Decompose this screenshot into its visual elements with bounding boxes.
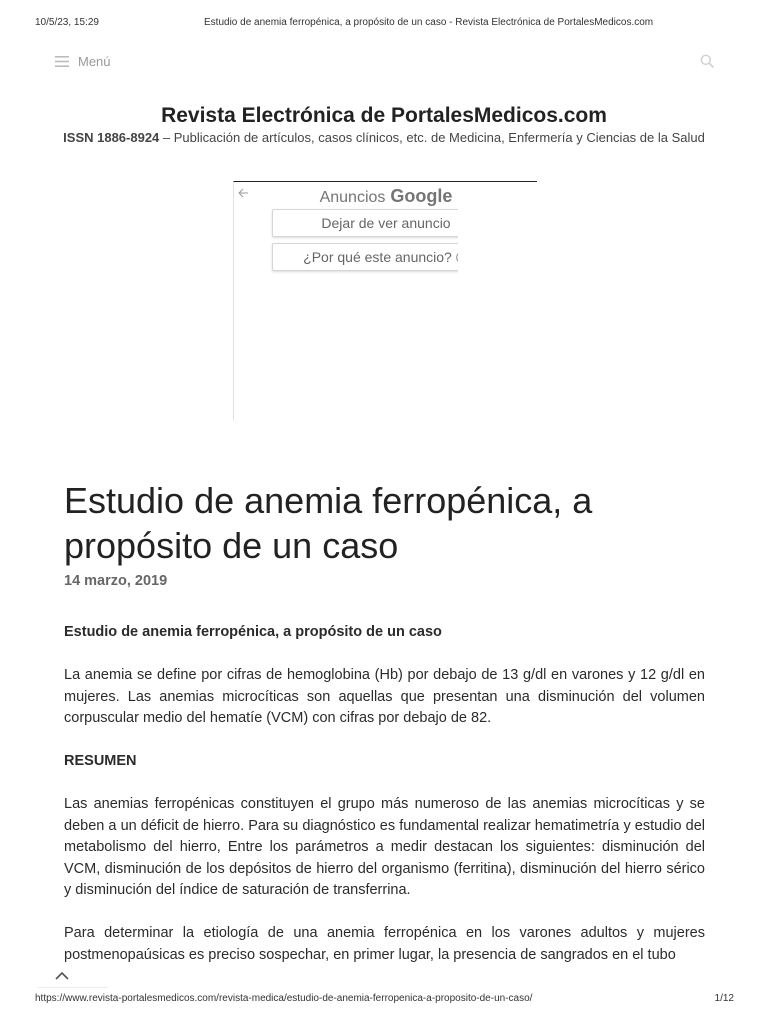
- why-ad-label: ¿Por qué este anuncio?: [303, 249, 452, 265]
- article-paragraph: Las anemias ferropénicas constituyen el grupo más numeroso de las anemias microcíticas y se deben a un déficit de hierro. Para su diagnóstico es fundamental realizar hematimetría y estudio del metabolismo del hierro, Entre los parámetros a medir destacan los siguientes: disminución del VCM, disminución de los depósitos de hierro del organismo (ferritina), disminución del hierro sérico y disminución del índice de saturación de transferrina.: [64, 796, 705, 898]
- hamburger-icon: [55, 56, 69, 67]
- site-tagline: [54, 128, 714, 147]
- ad-header-brand: Google: [390, 186, 453, 206]
- issn-number: ISSN 1886-8924: [63, 130, 160, 145]
- scroll-to-top-button[interactable]: [40, 966, 84, 986]
- ad-feedback-panel: [234, 182, 458, 420]
- print-page-number: 1/12: [714, 993, 734, 1004]
- article: [64, 478, 705, 968]
- why-ad-button[interactable]: [272, 243, 458, 271]
- stop-ad-label: Dejar de ver anuncio: [321, 215, 451, 231]
- divider: [38, 987, 108, 988]
- print-datetime: 10/5/23, 15:29: [35, 17, 99, 28]
- search-icon: [700, 54, 714, 68]
- menu-label: Menú: [78, 53, 111, 69]
- ad-container: [233, 181, 537, 421]
- article-lead-heading: Estudio de anemia ferropénica, a propósito de un caso: [64, 624, 442, 640]
- stop-ad-button[interactable]: [272, 209, 458, 237]
- chevron-up-icon: [55, 971, 69, 980]
- article-paragraph: La anemia se define por cifras de hemoglobina (Hb) por debajo de 13 g/dl en varones y 12 g/dl en mujeres. Las anemias microcíticas son aquellas que presentan una disminución del volumen corpuscular medio del hematíe (VCM) con cifras por debajo de 82.: [64, 667, 705, 726]
- back-arrow-icon: [238, 188, 249, 198]
- site-title-link[interactable]: Revista Electrónica de PortalesMedicos.com: [161, 104, 607, 127]
- info-icon: [456, 251, 458, 264]
- article-paragraph: Para determinar la etiología de una anemia ferropénica en los varones adultos y mujeres postmenopaúsicas es preciso sospechar, en primer lugar, la presencia de sangrados en el tubo: [64, 925, 705, 963]
- article-date: 14 marzo, 2019: [64, 573, 168, 589]
- search-button[interactable]: [700, 54, 714, 68]
- section-heading-resumen: RESUMEN: [64, 753, 137, 769]
- ad-header: [272, 184, 458, 208]
- ad-back-button[interactable]: [238, 185, 249, 195]
- tagline-text: – Publicación de artículos, casos clínicos, etc. de Medicina, Enfermería y Ciencias de la Salud: [159, 130, 705, 145]
- article-title: Estudio de anemia ferropénica, a propósito de un caso: [64, 480, 593, 566]
- ad-header-prefix: Anuncios: [319, 189, 386, 206]
- print-page-title: Estudio de anemia ferropénica, a propósito de un caso - Revista Electrónica de PortalesMedicos.com: [204, 17, 654, 28]
- menu-button[interactable]: [55, 52, 111, 70]
- print-url: https://www.revista-portalesmedicos.com/revista-medica/estudio-de-anemia-ferropenica-a-proposito-de-un-caso/: [35, 993, 533, 1004]
